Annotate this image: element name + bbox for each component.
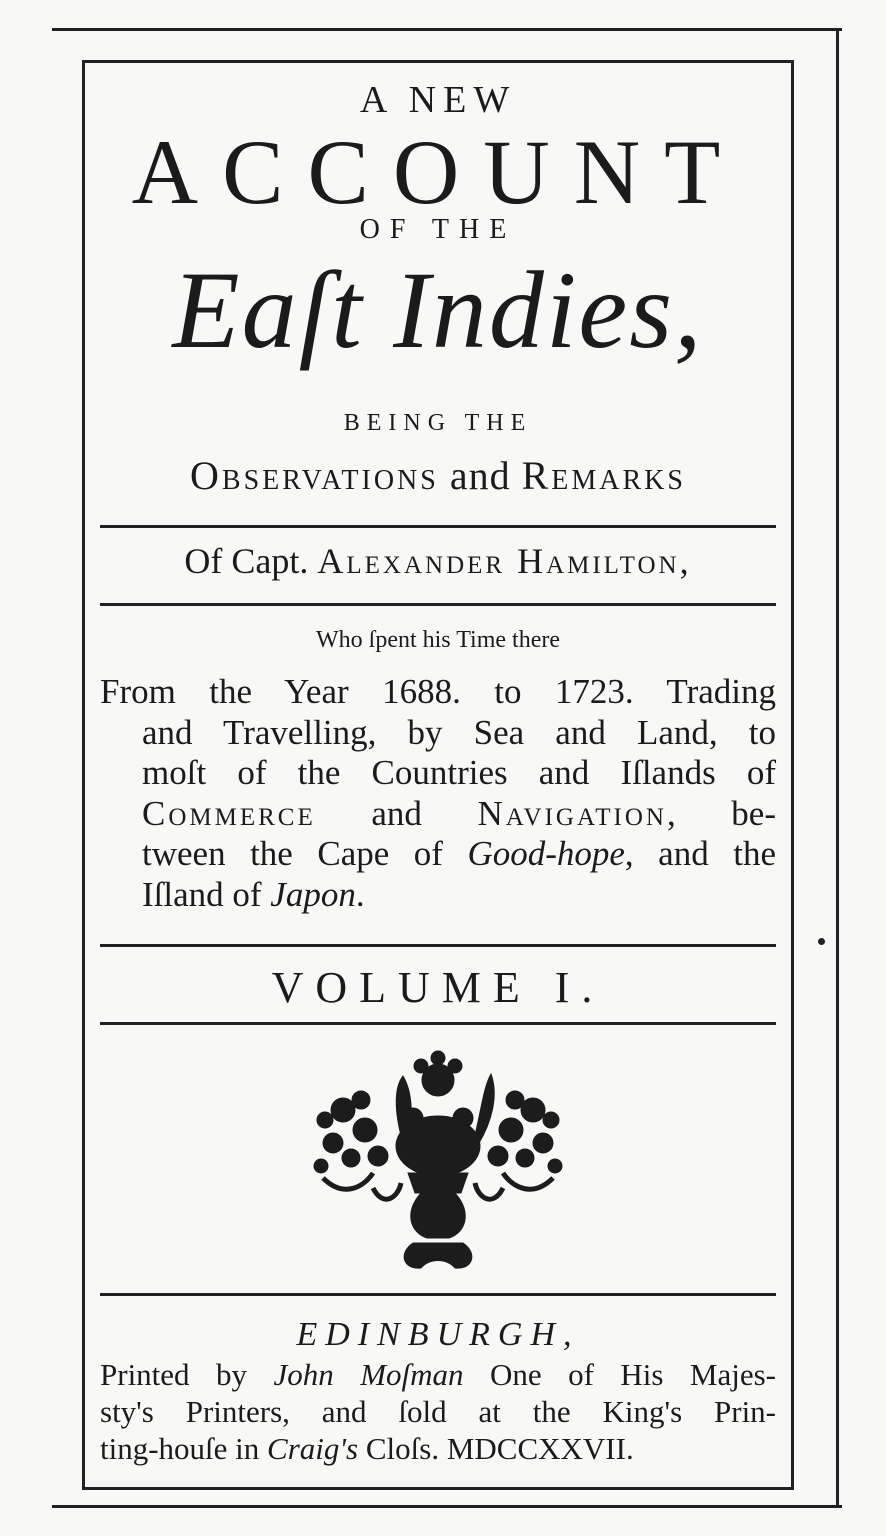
author-line <box>86 540 790 582</box>
closs-date-text: Cloſs. MDCCXXVII. <box>358 1431 634 1466</box>
imprint-block <box>100 1356 776 1467</box>
volume-label: VOLUME I. <box>271 963 605 1012</box>
craigs-word: Craig's <box>267 1431 359 1466</box>
printed-by-text: Printed by <box>100 1357 274 1392</box>
rule-divider <box>100 1022 776 1025</box>
outer-border-bottom <box>52 1505 842 1508</box>
rule-divider <box>100 603 776 606</box>
paragraph-line <box>100 834 776 875</box>
author-name: Alexander Hamilton, <box>317 541 692 581</box>
outer-border-top <box>52 28 842 31</box>
island-of-text: Iſland of <box>142 874 271 914</box>
floral-vase-ornament-icon <box>303 1048 573 1273</box>
japon-word: Japon <box>270 874 356 914</box>
printing-house-text: ting-houſe in <box>100 1431 268 1466</box>
imprint-line <box>100 1356 776 1393</box>
printer-name: John Moſman <box>273 1357 464 1392</box>
place-of-printing: EDINBURGH, <box>296 1316 580 1353</box>
be-hyphen: , be- <box>666 793 776 833</box>
paragraph-line: and Travelling, by Sea and Land, to <box>142 712 776 752</box>
and-the-text: , and the <box>624 834 776 873</box>
navigation-word: Navigation <box>477 793 667 833</box>
paragraph-line: From the Year 1688. to 1723. Trading <box>100 672 776 711</box>
commerce-word: Commerce <box>142 793 316 833</box>
outer-border-right <box>836 28 839 1508</box>
imprint-line: sty's Printers, and ſold at the King's Prin- <box>100 1394 776 1429</box>
heading-east-indies: Eaſt Indies, <box>172 249 704 371</box>
remarks-word: Remarks <box>521 453 686 498</box>
rule-divider <box>100 944 776 947</box>
observations-word: Observations <box>190 453 439 498</box>
rule-divider <box>100 1293 776 1296</box>
paragraph-line <box>100 875 776 916</box>
paragraph-line: moſt of the Countries and Iſlands of <box>142 753 776 792</box>
heading-account: ACCOUNT <box>131 121 745 223</box>
subheading-observations <box>86 452 790 499</box>
description-paragraph <box>100 672 776 915</box>
and-word: and <box>438 453 522 498</box>
tween-text: tween the Cape of <box>142 834 468 873</box>
good-hope-word: Good-hope <box>467 834 625 873</box>
heading-of-the: OF THE <box>359 214 517 245</box>
who-spent-line: Who ſpent his Time there <box>316 627 560 653</box>
period: . <box>355 874 365 914</box>
paragraph-line <box>100 794 776 835</box>
and-word: and <box>315 793 478 833</box>
heading-a-new: A NEW <box>359 79 517 121</box>
of-capt-text: Of Capt. <box>184 541 318 581</box>
majesty-text: One of His Majes- <box>463 1357 776 1392</box>
rule-divider <box>100 525 776 528</box>
subheading-being-the: BEING THE <box>343 410 533 436</box>
imprint-line <box>100 1430 776 1467</box>
ink-dot <box>818 938 825 945</box>
